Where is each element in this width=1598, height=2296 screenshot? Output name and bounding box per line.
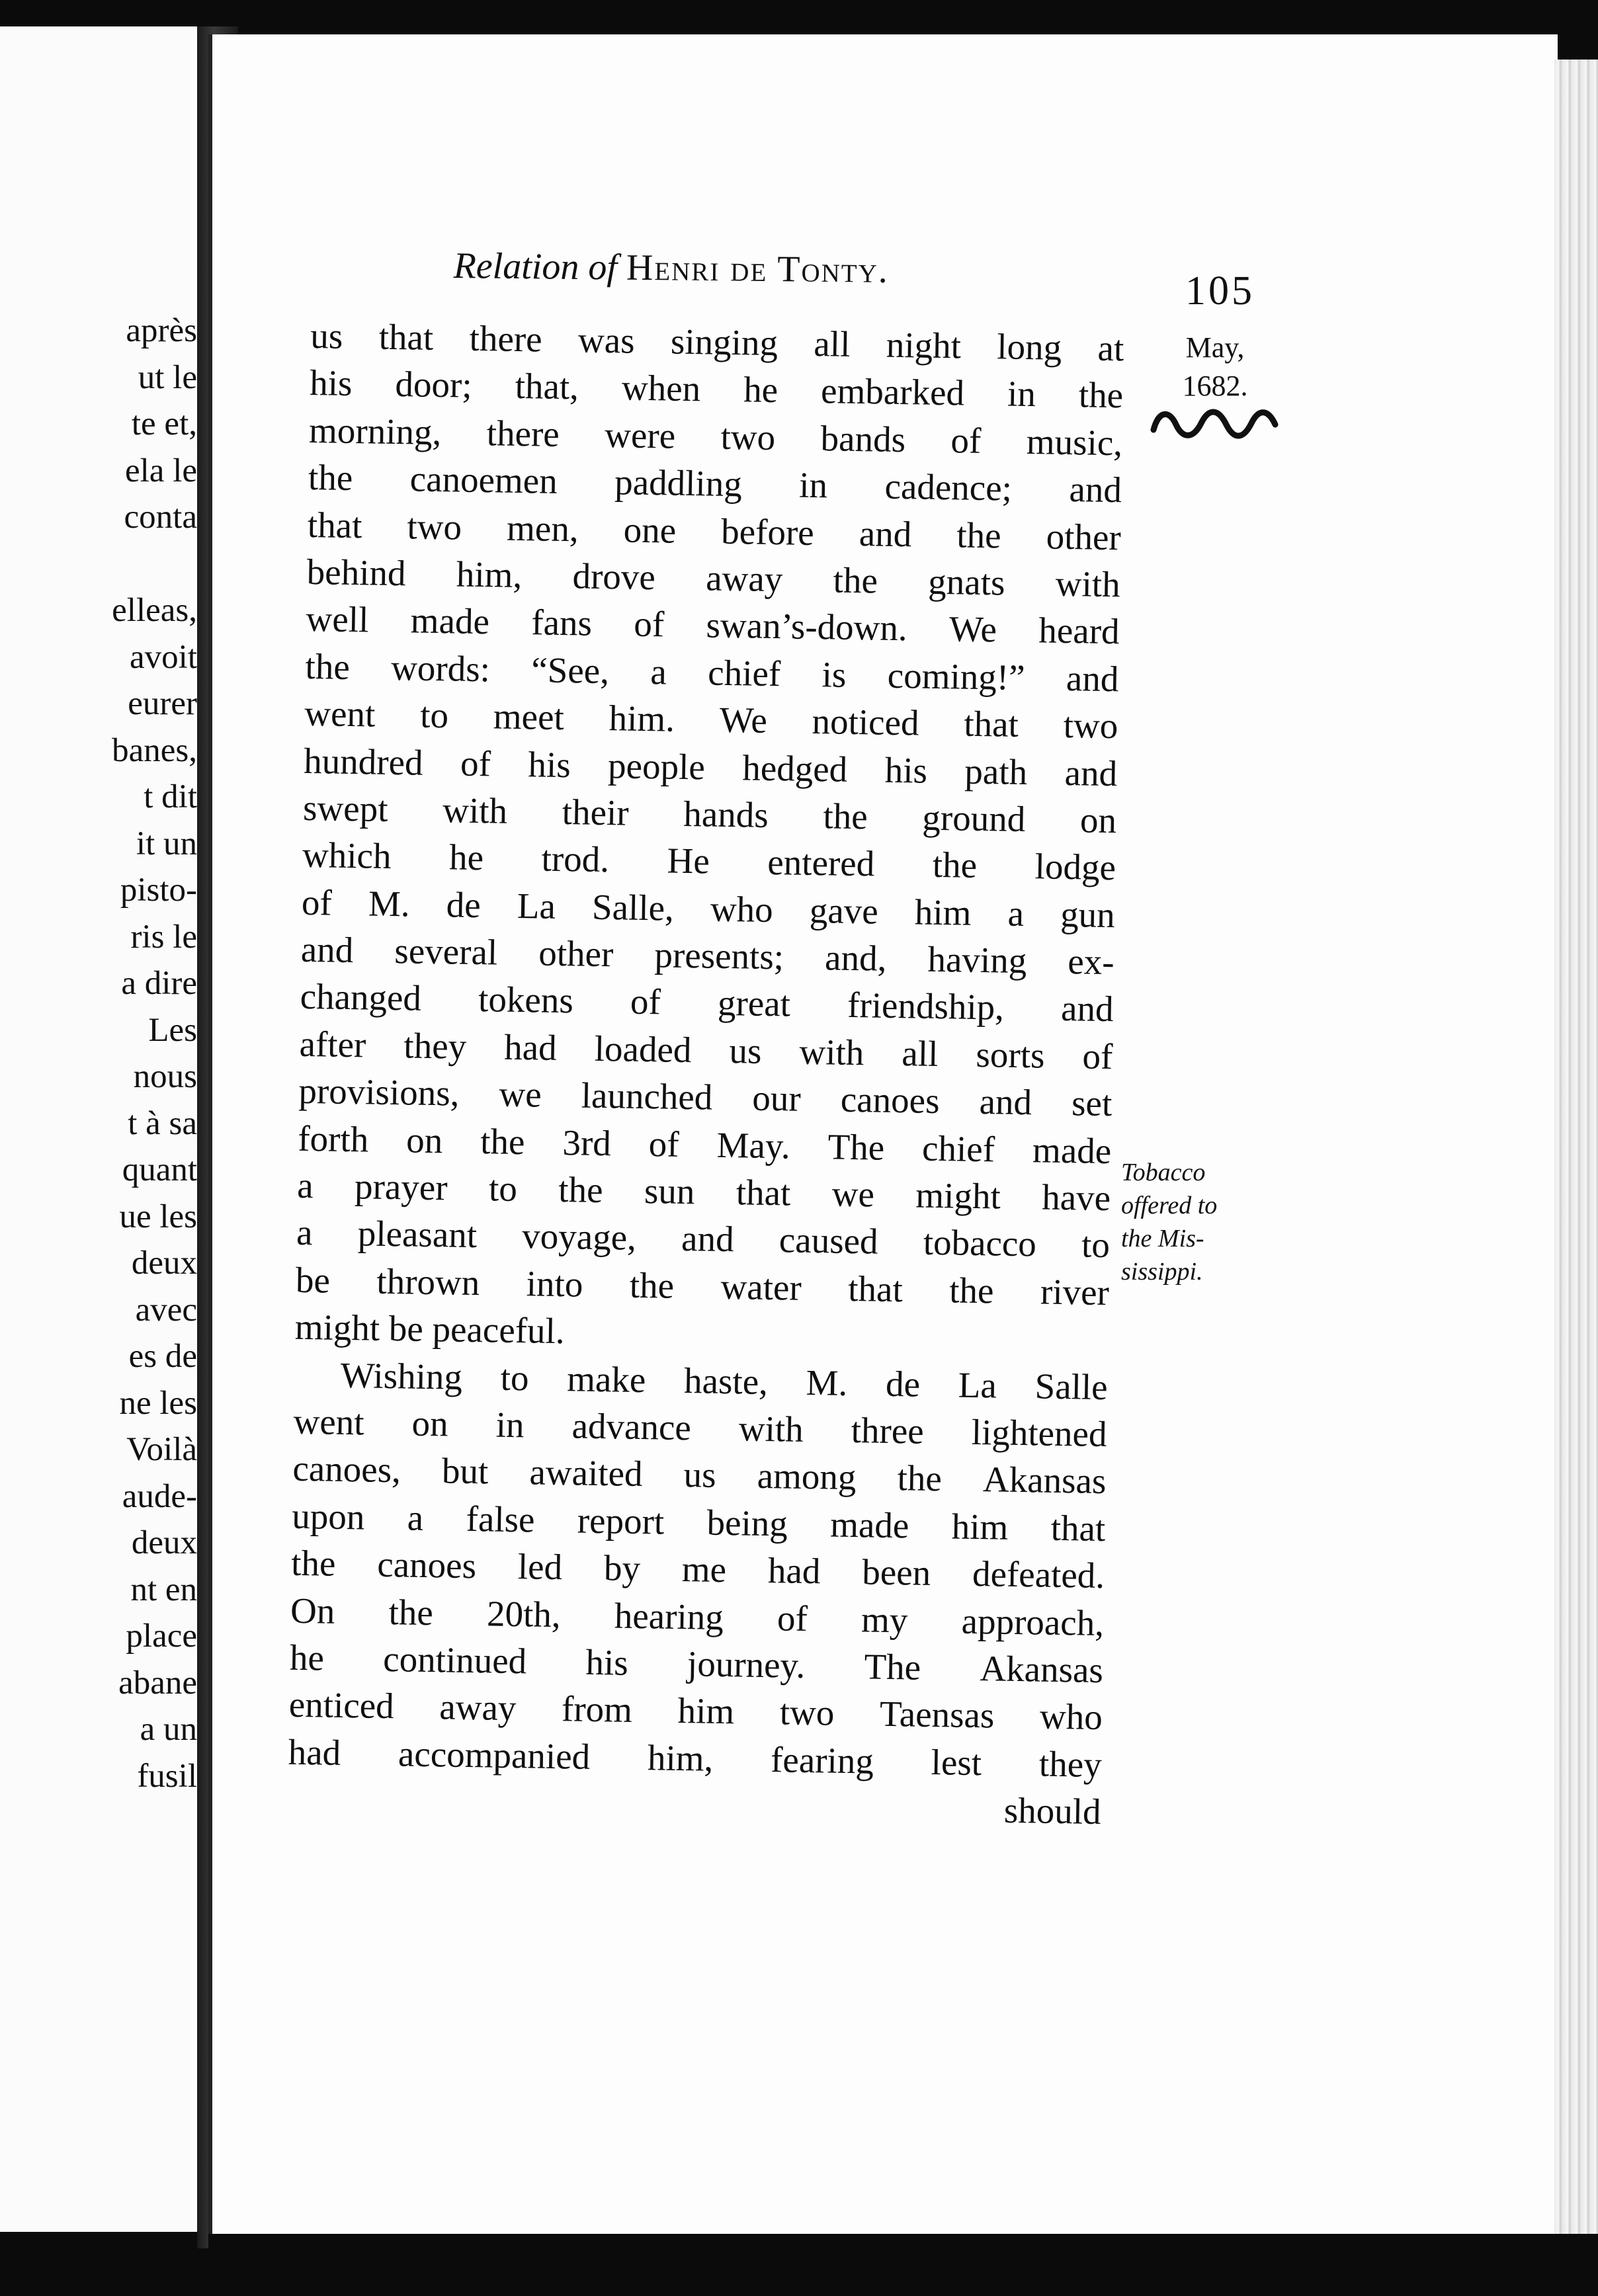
- body-word: when: [621, 367, 701, 409]
- body-word: to: [488, 1168, 518, 1210]
- ornamental-flourish-icon: [1150, 405, 1279, 444]
- body-word: after: [299, 1023, 366, 1065]
- body-word: all: [901, 1033, 939, 1074]
- body-word: to: [500, 1357, 529, 1398]
- body-word: tokens: [478, 979, 574, 1021]
- body-word: Taensas: [879, 1694, 995, 1736]
- body-word: the: [956, 514, 1002, 555]
- body-word: among: [757, 1456, 857, 1498]
- body-word: having: [927, 938, 1027, 981]
- body-word: have: [1041, 1176, 1111, 1219]
- body-word: awaited: [529, 1452, 644, 1495]
- body-word: a: [296, 1165, 314, 1206]
- body-word: gun: [1060, 893, 1116, 935]
- left-page-text: [0, 308, 197, 1799]
- left-page-line: quant: [122, 1151, 197, 1188]
- body-word: of: [648, 1123, 680, 1165]
- left-page-line: [0, 541, 197, 588]
- body-word: who: [1039, 1696, 1103, 1738]
- body-word: of: [630, 981, 661, 1022]
- body-word: of: [460, 743, 491, 784]
- body-word: and: [1066, 657, 1119, 699]
- body-word: fearing: [770, 1739, 874, 1782]
- body-word: there: [469, 317, 543, 360]
- sidenote: [1121, 1156, 1247, 1288]
- body-word: accompanied: [398, 1733, 591, 1777]
- body-word: our: [751, 1077, 802, 1120]
- left-page-line: Les: [148, 1011, 197, 1049]
- body-word: he: [743, 369, 778, 411]
- body-word: Akansas: [980, 1648, 1104, 1691]
- body-word: three: [851, 1410, 925, 1452]
- body-word: “See,: [530, 649, 610, 691]
- body-word: to: [1081, 1224, 1111, 1266]
- body-word: him: [914, 891, 972, 933]
- body-word: with: [442, 790, 508, 831]
- body-word: people: [607, 745, 706, 787]
- body-word: away: [439, 1686, 517, 1729]
- left-page-line: es de: [128, 1338, 197, 1375]
- body-word: the: [290, 1542, 336, 1584]
- body-word: two: [779, 1692, 835, 1734]
- body-word: river: [1040, 1271, 1110, 1313]
- body-word: and: [1064, 752, 1118, 794]
- body-word: thrown: [376, 1260, 480, 1303]
- body-word: in: [495, 1404, 525, 1446]
- body-word: two: [407, 505, 462, 548]
- body-word: heard: [1038, 610, 1120, 652]
- left-page-line: deux: [131, 1245, 197, 1282]
- body-word: went: [293, 1401, 365, 1443]
- body-word: him,: [456, 554, 523, 596]
- left-page-line: a un: [140, 1711, 197, 1748]
- body-word: paddling: [614, 462, 743, 505]
- left-page-line: banes,: [112, 731, 197, 769]
- body-word: on: [405, 1120, 443, 1161]
- body-word: great: [717, 983, 791, 1024]
- body-word: my: [861, 1598, 908, 1640]
- body-word: launched: [581, 1075, 713, 1118]
- body-word: there: [486, 412, 560, 454]
- left-page-line: pisto-: [120, 872, 197, 909]
- body-word: singing: [670, 321, 778, 364]
- body-word: they: [403, 1025, 467, 1067]
- left-page-line: it un: [136, 825, 197, 862]
- body-word: other: [1046, 516, 1122, 557]
- body-word: two: [720, 416, 776, 458]
- left-page-line: a dire: [121, 965, 197, 1002]
- body-word: him.: [609, 698, 675, 739]
- body-word: of: [1082, 1036, 1113, 1077]
- body-word: his: [309, 362, 353, 404]
- running-head-name: Henri de Tonty.: [626, 247, 890, 291]
- body-word: gnats: [927, 561, 1005, 603]
- body-word: caused: [778, 1219, 879, 1262]
- body-word: led: [517, 1546, 563, 1588]
- body-word: at: [1097, 327, 1124, 369]
- body-word: swept: [302, 787, 389, 829]
- body-word: the: [823, 796, 868, 837]
- left-page-line: conta: [124, 499, 197, 536]
- left-page-line: aude-: [122, 1477, 197, 1515]
- body-word: with: [799, 1031, 864, 1073]
- left-page-line: te et,: [131, 405, 197, 442]
- body-word: several: [394, 930, 498, 973]
- sidenote-line: offered to: [1121, 1192, 1218, 1219]
- left-page-line: fusil: [137, 1757, 197, 1795]
- body-word: On: [290, 1590, 335, 1631]
- body-word: report: [577, 1500, 665, 1542]
- body-word: pleasant: [357, 1213, 478, 1256]
- body-word: that: [847, 1268, 904, 1310]
- body-word: in: [798, 464, 828, 506]
- left-page-line: ut le: [138, 358, 197, 396]
- body-word: and,: [824, 937, 887, 979]
- left-facing-page: [0, 26, 197, 2232]
- body-word: de: [446, 884, 482, 925]
- left-page-line: ue les: [119, 1198, 197, 1235]
- body-word: might: [915, 1174, 1001, 1217]
- body-word: M.: [368, 883, 411, 924]
- body-word: Wishing: [340, 1354, 463, 1397]
- body-word: that: [736, 1172, 791, 1213]
- body-word: he: [448, 837, 484, 878]
- left-page-line: avec: [135, 1291, 197, 1329]
- body-word: The: [864, 1646, 921, 1688]
- body-word: canoemen: [409, 458, 558, 502]
- body-word: the: [833, 559, 878, 601]
- body-word: fans: [530, 602, 593, 644]
- body-word: before: [720, 511, 815, 553]
- body-word: canoes,: [292, 1448, 401, 1491]
- body-word: being: [706, 1502, 788, 1544]
- body-word: The: [827, 1126, 885, 1168]
- body-word: continued: [382, 1638, 527, 1682]
- running-head-italic: Relation of: [453, 245, 618, 288]
- body-word: all: [813, 323, 851, 364]
- body-word: He: [667, 840, 710, 882]
- body-word: and: [681, 1218, 735, 1260]
- body-word: sun: [644, 1170, 695, 1212]
- body-word: be: [388, 1308, 433, 1350]
- body-word: well: [306, 598, 369, 640]
- body-word: made: [829, 1504, 909, 1546]
- body-word: and: [859, 512, 912, 554]
- body-word: words:: [390, 647, 491, 690]
- body-word: his: [884, 749, 928, 791]
- body-word: hearing: [614, 1595, 724, 1637]
- body-word: La: [958, 1364, 997, 1406]
- body-word: a: [407, 1497, 424, 1538]
- body-word: and: [979, 1081, 1032, 1123]
- body-word: been: [861, 1551, 931, 1594]
- left-page-line: ne les: [119, 1384, 197, 1422]
- left-page-line: eurer: [128, 685, 197, 722]
- body-word: made: [410, 600, 490, 642]
- body-word: behind: [306, 551, 406, 594]
- body-word: the: [948, 1270, 994, 1311]
- body-word: that: [307, 504, 362, 546]
- body-word: chief: [921, 1128, 995, 1170]
- body-word: prayer: [354, 1166, 448, 1208]
- body-word: tobacco: [923, 1222, 1037, 1264]
- body-word: water: [720, 1266, 802, 1308]
- body-word: the: [480, 1120, 525, 1162]
- body-word: upon: [291, 1495, 365, 1538]
- body-word: La: [517, 885, 556, 926]
- body-word: ground: [921, 797, 1026, 839]
- body-word: approach,: [961, 1600, 1105, 1643]
- margin-date-year: 1682.: [1182, 370, 1248, 402]
- body-word: the: [308, 457, 353, 499]
- body-word: were: [604, 414, 676, 456]
- body-word: two: [1063, 705, 1118, 747]
- left-page-line: place: [126, 1618, 197, 1655]
- body-word: the: [629, 1264, 675, 1306]
- body-word: coming!”: [887, 655, 1026, 698]
- body-word: their: [562, 791, 630, 833]
- body-word: had: [767, 1550, 821, 1592]
- body-word: of: [633, 604, 665, 645]
- body-word: journey.: [687, 1643, 806, 1686]
- body-word: him: [677, 1690, 735, 1732]
- body-word: door;: [395, 364, 473, 406]
- body-word: we: [499, 1073, 542, 1115]
- body-word: the: [305, 645, 351, 687]
- body-word: haste,: [683, 1360, 769, 1402]
- body-word: that: [963, 703, 1019, 745]
- body-word: and: [300, 928, 354, 971]
- body-word: us: [729, 1030, 762, 1071]
- body-word: path: [964, 751, 1028, 792]
- body-word: from: [561, 1688, 633, 1731]
- left-page-line: deux: [131, 1524, 197, 1561]
- sidenote-line: the Mis-: [1121, 1225, 1204, 1252]
- body-word: cadence;: [884, 466, 1013, 509]
- body-word: had: [288, 1731, 341, 1773]
- body-word: loaded: [594, 1028, 692, 1071]
- left-page-line: abane: [118, 1664, 197, 1702]
- body-word: in: [1007, 373, 1036, 415]
- left-page-line: nt en: [130, 1571, 197, 1608]
- body-word: Salle: [1034, 1365, 1109, 1407]
- page-edges: [1554, 60, 1598, 2242]
- body-word: they: [1038, 1743, 1103, 1785]
- body-word: night: [886, 324, 962, 366]
- body-word: into: [526, 1263, 583, 1305]
- body-word: had: [503, 1026, 558, 1068]
- body-word: noticed: [812, 701, 920, 743]
- body-word: be: [295, 1259, 331, 1301]
- body-word: us: [310, 315, 343, 356]
- body-word: morning,: [308, 409, 442, 452]
- body-word: lest: [931, 1741, 982, 1783]
- body-word: canoes: [840, 1079, 940, 1122]
- body-word: We: [719, 699, 768, 741]
- body-word: away: [705, 557, 783, 600]
- body-word: false: [466, 1498, 535, 1540]
- body-word: lightened: [971, 1411, 1107, 1455]
- body-word: enticed: [288, 1684, 395, 1727]
- sidenote-line: Tobacco: [1121, 1159, 1206, 1186]
- body-word: the: [897, 1457, 943, 1499]
- body-word: We: [948, 608, 997, 650]
- body-word: make: [566, 1358, 646, 1400]
- body-word: set: [1071, 1083, 1113, 1124]
- body-word: trod.: [541, 838, 610, 880]
- body-word: his: [528, 743, 571, 785]
- body-word: and: [1060, 988, 1114, 1030]
- body-word: went: [304, 693, 376, 735]
- body-word: me: [681, 1549, 727, 1590]
- body-word: and: [1069, 469, 1122, 511]
- left-page-line: ela le: [125, 452, 197, 489]
- running-head: [453, 245, 889, 292]
- left-page-line: nous: [133, 1058, 197, 1095]
- body-word: a: [650, 651, 667, 692]
- body-word: hundred: [303, 740, 424, 783]
- body-word: hands: [683, 793, 769, 835]
- body-word: 3rd: [562, 1122, 612, 1163]
- body-word: that: [378, 316, 434, 358]
- body-word: of: [777, 1597, 808, 1639]
- body-word: was: [577, 319, 636, 361]
- body-word: a: [296, 1212, 314, 1253]
- body-word: presents;: [654, 934, 784, 977]
- left-page-line: elleas,: [112, 592, 197, 629]
- body-word: voyage,: [521, 1215, 637, 1258]
- body-word: his: [585, 1641, 629, 1683]
- body-word: the: [558, 1169, 604, 1211]
- body-word: of: [301, 882, 333, 923]
- body-word: by: [603, 1547, 641, 1589]
- left-page-line: Voilà: [126, 1431, 197, 1468]
- body-word: sorts: [976, 1034, 1045, 1076]
- body-word: provisions,: [298, 1071, 460, 1114]
- body-word: chief: [707, 652, 781, 694]
- body-word: the: [388, 1591, 434, 1633]
- body-word: him,: [647, 1737, 714, 1779]
- body-word: May.: [716, 1124, 791, 1167]
- body-word: 20th,: [486, 1592, 562, 1635]
- body-word: which: [302, 835, 392, 877]
- body-word: but: [441, 1450, 489, 1492]
- body-word: the: [932, 844, 978, 886]
- body-word: of: [950, 420, 982, 461]
- body-word: music,: [1026, 421, 1123, 464]
- body-word: drove: [572, 555, 656, 598]
- margin-date: [1172, 329, 1258, 405]
- body-word: gave: [809, 889, 879, 932]
- body-word: made: [1032, 1129, 1112, 1171]
- body-word: defeated.: [972, 1553, 1105, 1596]
- left-page-line: ris le: [130, 918, 197, 956]
- body-word: friendship,: [847, 985, 1005, 1028]
- body-word: with: [1055, 563, 1121, 605]
- body-word: we: [831, 1173, 875, 1215]
- body-word: meet: [493, 696, 565, 738]
- left-page-line: avoit: [130, 638, 197, 676]
- body-word: lodge: [1034, 846, 1116, 888]
- body-word: changed: [300, 976, 422, 1019]
- sidenote-line: sissippi.: [1121, 1258, 1203, 1286]
- body-word: the: [1078, 374, 1124, 416]
- body-word: with: [738, 1408, 804, 1450]
- body-word: men,: [506, 507, 579, 549]
- body-word: ex-: [1067, 941, 1115, 983]
- body-word: forth: [297, 1118, 369, 1160]
- body-word: Akansas: [982, 1459, 1107, 1502]
- body-word: peaceful.: [432, 1309, 566, 1352]
- body-word: M.: [806, 1362, 848, 1403]
- bottom-shadow: [208, 2234, 1598, 2296]
- body-word: bands: [820, 417, 906, 460]
- body-word: a: [1007, 893, 1025, 934]
- body-word: us: [683, 1454, 717, 1496]
- body-word: to: [419, 694, 449, 736]
- body-word: that: [1050, 1507, 1106, 1549]
- body-text: [287, 312, 1124, 1836]
- body-word: other: [538, 932, 614, 975]
- body-word: de: [885, 1363, 921, 1405]
- body-word: he: [289, 1637, 325, 1678]
- body-word: on: [1079, 800, 1117, 841]
- body-word: him: [951, 1506, 1009, 1547]
- body-word: on: [411, 1403, 449, 1444]
- body-word: swan’s-down.: [706, 604, 908, 649]
- body-word: hedged: [741, 747, 848, 790]
- body-word: Salle,: [591, 886, 675, 928]
- body-word: that,: [515, 366, 579, 407]
- body-word: might: [294, 1307, 390, 1349]
- body-word: one: [623, 509, 677, 551]
- body-word: long: [996, 326, 1062, 368]
- body-word: should: [1003, 1789, 1102, 1832]
- margin-date-month: May,: [1185, 331, 1245, 364]
- body-word: advance: [571, 1405, 692, 1448]
- body-word: who: [710, 888, 774, 930]
- left-page-line: t à sa: [128, 1104, 197, 1142]
- body-word: canoes: [376, 1543, 477, 1586]
- left-page-line: après: [126, 312, 197, 349]
- body-word: embarked: [820, 370, 965, 413]
- page-number: 105: [1185, 268, 1255, 313]
- body-word: entered: [767, 842, 875, 884]
- body-word: is: [821, 653, 847, 695]
- left-page-line: t dit: [144, 778, 197, 815]
